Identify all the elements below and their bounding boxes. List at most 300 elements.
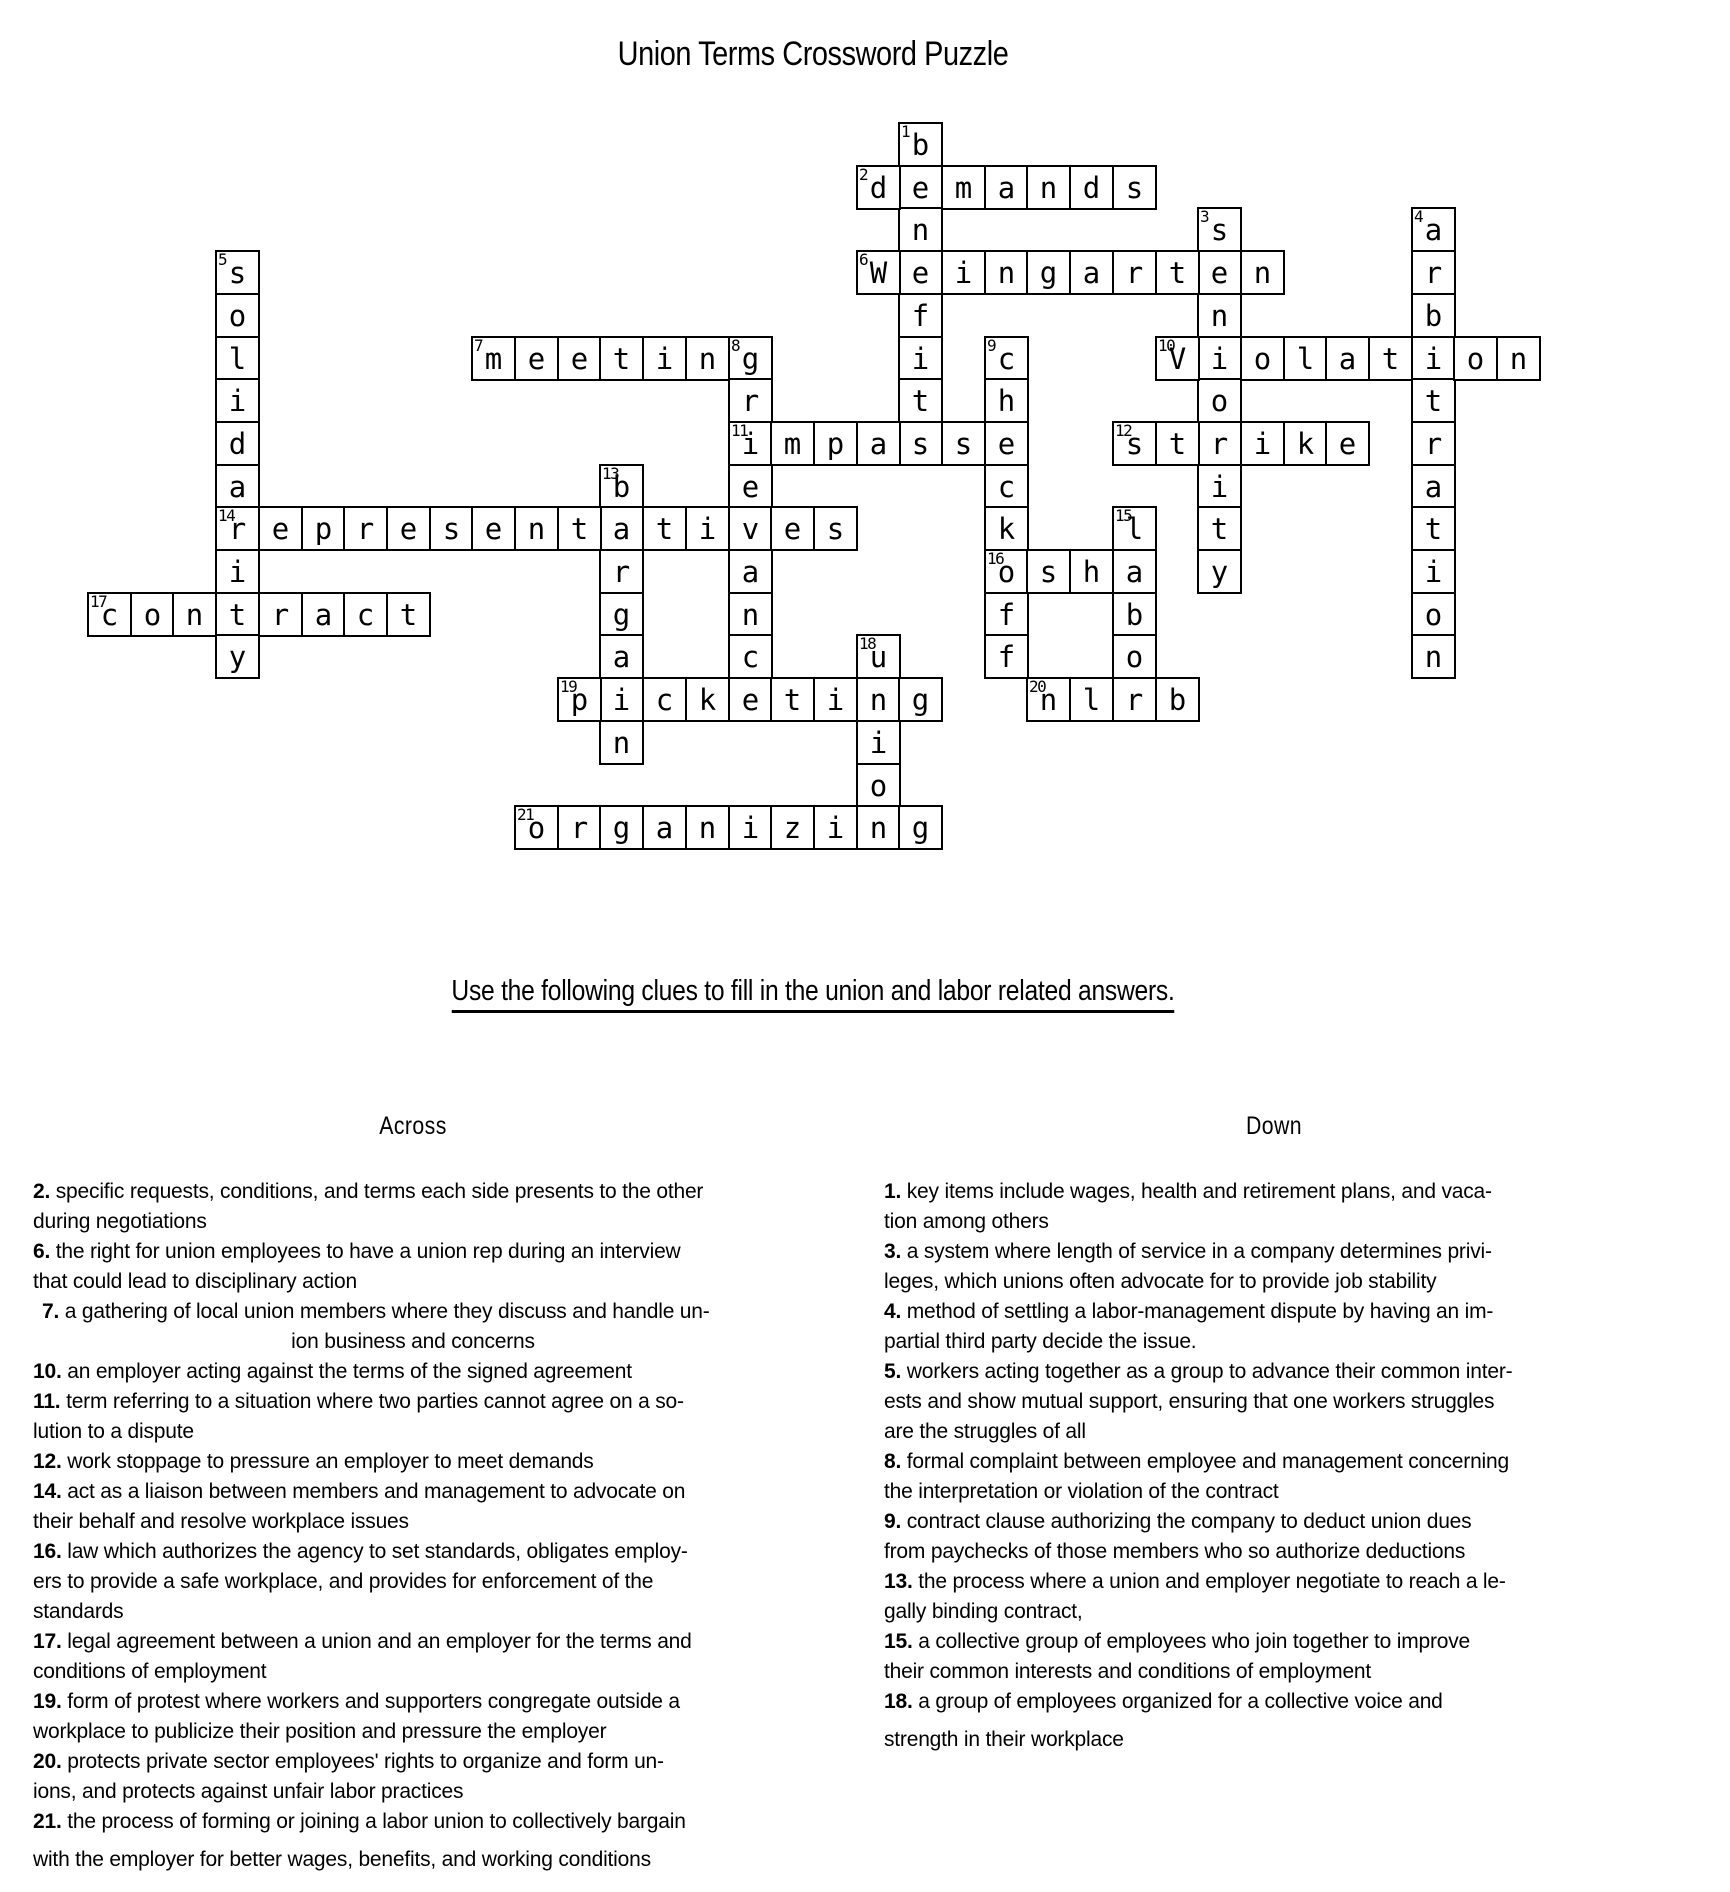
grid-cell[interactable] <box>215 293 260 338</box>
grid-cell[interactable] <box>599 720 644 765</box>
grid-cell[interactable] <box>984 506 1029 551</box>
cell-letter: h <box>1082 555 1101 589</box>
grid-cell[interactable] <box>1197 506 1242 551</box>
grid-cell[interactable] <box>898 293 943 338</box>
cell-letter: e <box>741 470 760 504</box>
grid-cell[interactable] <box>1411 378 1456 423</box>
grid-cell[interactable] <box>813 677 858 722</box>
grid-cell[interactable] <box>1411 421 1456 466</box>
grid-cell[interactable] <box>984 250 1029 295</box>
cell-letter: b <box>911 128 930 162</box>
grid-cell[interactable] <box>1411 549 1456 594</box>
cell-letter: t <box>1168 427 1187 461</box>
cell-letter: i <box>741 811 760 845</box>
clue-number-label: 14 <box>218 506 235 525</box>
grid-cell[interactable] <box>1112 421 1157 466</box>
cell-letter: i <box>1424 555 1443 589</box>
clue-number-label: 8 <box>731 336 740 355</box>
cell-letter: n <box>612 726 631 760</box>
grid-cell[interactable] <box>1112 250 1157 295</box>
cell-letter: i <box>228 384 247 418</box>
grid-cell[interactable] <box>813 421 858 466</box>
grid-cell[interactable] <box>557 506 602 551</box>
cell-letter: t <box>1210 512 1229 546</box>
instructions-heading <box>196 975 1430 1008</box>
cell-letter: o <box>1424 598 1443 632</box>
grid-cell[interactable] <box>343 506 388 551</box>
clue-number: 11. <box>33 1390 61 1413</box>
cell-letter: k <box>698 683 717 717</box>
grid-cell[interactable] <box>1155 421 1200 466</box>
grid-cell[interactable] <box>1283 421 1328 466</box>
grid-cell[interactable] <box>1069 250 1114 295</box>
cell-letter: i <box>826 811 845 845</box>
cell-letter: u <box>869 640 888 674</box>
grid-cell[interactable] <box>599 506 644 551</box>
cell-letter: a <box>1338 342 1357 376</box>
grid-cell[interactable] <box>130 592 175 637</box>
cell-letter: d <box>869 171 888 205</box>
grid-cell[interactable] <box>1197 207 1242 252</box>
grid-cell[interactable] <box>728 506 773 551</box>
grid-cell[interactable] <box>856 250 901 295</box>
cell-letter: b <box>612 470 631 504</box>
cell-letter: r <box>271 598 290 632</box>
cell-letter: n <box>1253 256 1272 290</box>
clue-number: 10. <box>33 1360 62 1383</box>
grid-cell[interactable] <box>1197 549 1242 594</box>
grid-cell[interactable] <box>898 165 943 210</box>
grid-cell[interactable] <box>1069 165 1114 210</box>
down-clues-list <box>884 1177 1664 1755</box>
grid-cell[interactable] <box>1112 677 1157 722</box>
cell-letter: r <box>1424 427 1443 461</box>
grid-cell[interactable] <box>1411 207 1456 252</box>
grid-cell[interactable] <box>599 805 644 850</box>
grid-cell[interactable] <box>599 549 644 594</box>
cell-letter: o <box>869 769 888 803</box>
grid-cell[interactable] <box>215 634 260 679</box>
cell-letter: c <box>655 683 674 717</box>
grid-cell[interactable] <box>728 336 773 381</box>
across-clue-20: 20. protects private sector employees' rights to organize and form un- ions, and protects against unfair labor practices <box>33 1750 664 1803</box>
clue-number-label: 19 <box>560 677 577 696</box>
cell-letter: t <box>1424 384 1443 418</box>
grid-cell[interactable] <box>471 336 516 381</box>
cell-letter: n <box>698 811 717 845</box>
grid-cell[interactable] <box>1197 293 1242 338</box>
clue-number: 17. <box>33 1630 62 1653</box>
grid-cell[interactable] <box>1411 250 1456 295</box>
cell-letter: i <box>655 342 674 376</box>
grid-cell[interactable] <box>1197 421 1242 466</box>
clue-number-label: 10 <box>1158 336 1175 355</box>
grid-cell[interactable] <box>642 805 687 850</box>
cell-letter: o <box>228 299 247 333</box>
grid-cell[interactable] <box>599 336 644 381</box>
clue-number: 15. <box>884 1630 913 1653</box>
cell-letter: r <box>356 512 375 546</box>
across-clue-7: 7. a gathering of local union members where they discuss and handle un- ion business and concerns <box>42 1300 710 1353</box>
clue-number: 3. <box>884 1240 902 1263</box>
grid-cell[interactable] <box>215 549 260 594</box>
cell-letter: r <box>1125 256 1144 290</box>
cell-letter: z <box>783 811 802 845</box>
cell-letter: k <box>1296 427 1315 461</box>
grid-cell[interactable] <box>941 165 986 210</box>
cell-letter: e <box>484 512 503 546</box>
clue-number-label: 5 <box>218 250 227 269</box>
grid-cell[interactable] <box>728 805 773 850</box>
grid-cell[interactable] <box>984 421 1029 466</box>
grid-cell[interactable] <box>215 378 260 423</box>
across-clue-16: 16. law which authorizes the agency to set standards, obligates employ- ers to provide a safe workplace, and provides for enforcement of the standards <box>33 1540 688 1623</box>
cell-letter: s <box>1125 427 1144 461</box>
cell-letter: V <box>1168 342 1187 376</box>
grid-cell[interactable] <box>770 805 815 850</box>
grid-cell[interactable] <box>898 122 943 167</box>
grid-cell[interactable] <box>1155 336 1200 381</box>
cell-letter: e <box>741 683 760 717</box>
down-heading: Down <box>1245 1112 1303 1140</box>
cell-letter: s <box>1125 171 1144 205</box>
cell-letter: c <box>356 598 375 632</box>
grid-cell[interactable] <box>941 421 986 466</box>
grid-cell[interactable] <box>898 805 943 850</box>
clue-number-label: 21 <box>517 805 534 824</box>
grid-cell[interactable] <box>856 165 901 210</box>
grid-cell[interactable] <box>770 677 815 722</box>
clue-number-label: 18 <box>859 634 876 653</box>
grid-cell[interactable] <box>557 805 602 850</box>
grid-cell[interactable] <box>258 592 303 637</box>
cell-letter: p <box>826 427 845 461</box>
clue-number-label: 12 <box>1115 421 1132 440</box>
grid-cell[interactable] <box>1240 421 1285 466</box>
cell-letter: a <box>228 470 247 504</box>
grid-cell[interactable] <box>87 592 132 637</box>
grid-cell[interactable] <box>898 421 943 466</box>
grid-cell[interactable] <box>1112 506 1157 551</box>
clue-number: 4. <box>884 1300 902 1323</box>
cell-letter: n <box>698 342 717 376</box>
grid-cell[interactable] <box>215 421 260 466</box>
grid-cell[interactable] <box>514 805 559 850</box>
grid-cell[interactable] <box>898 677 943 722</box>
cell-letter: n <box>1039 683 1058 717</box>
cell-letter: a <box>1424 213 1443 247</box>
grid-cell[interactable] <box>1197 464 1242 509</box>
grid-cell[interactable] <box>984 592 1029 637</box>
cell-letter: i <box>741 427 760 461</box>
grid-cell[interactable] <box>1197 250 1242 295</box>
grid-cell[interactable] <box>984 464 1029 509</box>
grid-cell[interactable] <box>898 207 943 252</box>
cell-letter: o <box>1210 384 1229 418</box>
cell-letter: l <box>1125 512 1144 546</box>
cell-letter: s <box>911 427 930 461</box>
cell-letter: l <box>228 342 247 376</box>
clue-number-label: 9 <box>987 336 996 355</box>
cell-letter: a <box>1424 470 1443 504</box>
cell-letter: f <box>911 299 930 333</box>
grid-cell[interactable] <box>386 592 431 637</box>
cell-letter: m <box>783 427 802 461</box>
across-clue-2: 2. specific requests, conditions, and terms each side presents to the other during negotiations <box>33 1180 704 1233</box>
cell-letter: e <box>783 512 802 546</box>
grid-cell[interactable] <box>642 677 687 722</box>
grid-cell[interactable] <box>1411 634 1456 679</box>
cell-letter: g <box>612 598 631 632</box>
grid-cell[interactable] <box>557 677 602 722</box>
clue-number: 8. <box>884 1450 902 1473</box>
grid-cell[interactable] <box>1155 677 1200 722</box>
grid-cell[interactable] <box>856 720 901 765</box>
grid-cell[interactable] <box>1197 378 1242 423</box>
grid-cell[interactable] <box>514 506 559 551</box>
cell-letter: o <box>997 555 1016 589</box>
grid-cell[interactable] <box>642 506 687 551</box>
clue-number-label: 6 <box>859 250 868 269</box>
grid-cell[interactable] <box>599 464 644 509</box>
cell-letter: t <box>1381 342 1400 376</box>
cell-letter: a <box>314 598 333 632</box>
grid-cell[interactable] <box>813 506 858 551</box>
cell-letter: o <box>1125 640 1144 674</box>
grid-cell[interactable] <box>984 378 1029 423</box>
grid-cell[interactable] <box>728 378 773 423</box>
cell-letter: r <box>1424 256 1443 290</box>
grid-cell[interactable] <box>1197 336 1242 381</box>
cell-letter: e <box>1210 256 1229 290</box>
grid-cell[interactable] <box>557 336 602 381</box>
page-title: Union Terms Crossword Puzzle <box>617 34 1009 73</box>
grid-cell[interactable] <box>1368 336 1413 381</box>
grid-cell[interactable] <box>941 250 986 295</box>
grid-cell[interactable] <box>642 336 687 381</box>
grid-cell[interactable] <box>685 336 730 381</box>
grid-cell[interactable] <box>1240 250 1285 295</box>
grid-cell[interactable] <box>172 592 217 637</box>
clue-number: 6. <box>33 1240 51 1263</box>
grid-cell[interactable] <box>386 506 431 551</box>
cell-letter: b <box>1125 598 1144 632</box>
grid-cell[interactable] <box>728 464 773 509</box>
cell-letter: e <box>271 512 290 546</box>
cell-letter: o <box>1466 342 1485 376</box>
grid-cell[interactable] <box>215 506 260 551</box>
grid-cell[interactable] <box>770 506 815 551</box>
cell-letter: t <box>570 512 589 546</box>
cell-letter: t <box>1424 512 1443 546</box>
cell-letter: a <box>1125 555 1144 589</box>
grid-cell[interactable] <box>1411 464 1456 509</box>
grid-cell[interactable] <box>1283 336 1328 381</box>
grid-cell[interactable] <box>770 421 815 466</box>
across-clue-12: 12. work stoppage to pressure an employer to meet demands <box>33 1450 594 1473</box>
clue-number: 20. <box>33 1750 62 1773</box>
grid-cell[interactable] <box>1112 592 1157 637</box>
grid-cell[interactable] <box>215 336 260 381</box>
cell-letter: c <box>100 598 119 632</box>
cell-letter: e <box>997 427 1016 461</box>
grid-cell[interactable] <box>471 506 516 551</box>
cell-letter: n <box>997 256 1016 290</box>
cell-letter: d <box>1082 171 1101 205</box>
cell-letter: i <box>1210 470 1229 504</box>
cell-letter: h <box>997 384 1016 418</box>
grid-cell[interactable] <box>514 336 559 381</box>
clue-number: 19. <box>33 1690 62 1713</box>
cell-letter: i <box>698 512 717 546</box>
grid-cell[interactable] <box>685 805 730 850</box>
across-clue-19: 19. form of protest where workers and supporters congregate outside a workplace to publicize their position and pressure the employer <box>33 1690 680 1743</box>
grid-cell[interactable] <box>1112 165 1157 210</box>
cell-letter: s <box>1210 213 1229 247</box>
grid-cell[interactable] <box>728 592 773 637</box>
grid-cell[interactable] <box>1325 336 1370 381</box>
grid-cell[interactable] <box>984 336 1029 381</box>
cell-letter: t <box>911 384 930 418</box>
cell-letter: a <box>612 512 631 546</box>
grid-cell[interactable] <box>1112 549 1157 594</box>
cell-letter: g <box>741 342 760 376</box>
grid-cell[interactable] <box>856 634 901 679</box>
cell-letter: i <box>869 726 888 760</box>
cell-letter: o <box>143 598 162 632</box>
clue-number: 5. <box>884 1360 902 1383</box>
across-clue-14: 14. act as a liaison between members and management to advocate on their behalf and resolve workplace issues <box>33 1480 686 1533</box>
cell-letter: i <box>954 256 973 290</box>
grid-cell[interactable] <box>898 336 943 381</box>
cell-letter: b <box>1168 683 1187 717</box>
cell-letter: v <box>741 512 760 546</box>
cell-letter: f <box>997 598 1016 632</box>
grid-cell[interactable] <box>1496 336 1541 381</box>
grid-cell[interactable] <box>258 506 303 551</box>
grid-cell[interactable] <box>1240 336 1285 381</box>
cell-letter: y <box>1210 555 1229 589</box>
grid-cell[interactable] <box>215 592 260 637</box>
grid-cell[interactable] <box>599 677 644 722</box>
grid-cell[interactable] <box>301 592 346 637</box>
grid-cell[interactable] <box>728 634 773 679</box>
grid-cell[interactable] <box>1411 592 1456 637</box>
grid-cell[interactable] <box>685 677 730 722</box>
cell-letter: a <box>655 811 674 845</box>
cell-letter: i <box>228 555 247 589</box>
cell-letter: n <box>911 213 930 247</box>
clue-number-label: 13 <box>602 464 619 483</box>
clue-number-label: 7 <box>474 336 483 355</box>
clue-number: 9. <box>884 1510 902 1533</box>
clue-number: 2. <box>33 1180 51 1203</box>
grid-cell[interactable] <box>856 677 901 722</box>
grid-cell[interactable] <box>685 506 730 551</box>
clue-number: 16. <box>33 1540 62 1563</box>
grid-cell[interactable] <box>429 506 474 551</box>
grid-cell[interactable] <box>343 592 388 637</box>
grid-cell[interactable] <box>1411 506 1456 551</box>
grid-cell[interactable] <box>599 592 644 637</box>
cell-letter: n <box>185 598 204 632</box>
grid-cell[interactable] <box>301 506 346 551</box>
cell-letter: s <box>228 256 247 290</box>
grid-cell[interactable] <box>728 549 773 594</box>
clue-number: 21. <box>33 1810 62 1833</box>
cell-letter: a <box>869 427 888 461</box>
across-heading: Across <box>379 1112 447 1140</box>
grid-cell[interactable] <box>984 549 1029 594</box>
grid-cell[interactable] <box>1026 677 1071 722</box>
cell-letter: t <box>228 598 247 632</box>
cell-letter: i <box>1210 342 1229 376</box>
grid-cell[interactable] <box>1411 293 1456 338</box>
cell-letter: e <box>570 342 589 376</box>
grid-cell[interactable] <box>1069 677 1114 722</box>
grid-cell[interactable] <box>856 805 901 850</box>
cell-letter: r <box>228 512 247 546</box>
grid-cell[interactable] <box>728 421 773 466</box>
grid-cell[interactable] <box>215 250 260 295</box>
cell-letter: a <box>741 555 760 589</box>
grid-cell[interactable] <box>984 165 1029 210</box>
cell-letter: e <box>527 342 546 376</box>
cell-letter: i <box>826 683 845 717</box>
grid-cell[interactable] <box>1026 250 1071 295</box>
grid-cell[interactable] <box>898 250 943 295</box>
grid-cell[interactable] <box>1026 549 1071 594</box>
down-clues-section <box>884 1112 1664 1755</box>
grid-cell[interactable] <box>984 634 1029 679</box>
grid-cell[interactable] <box>1112 634 1157 679</box>
grid-cell[interactable] <box>1155 250 1200 295</box>
grid-cell[interactable] <box>1026 165 1071 210</box>
cell-letter: t <box>1168 256 1187 290</box>
grid-cell[interactable] <box>599 634 644 679</box>
instructions-text: Use the following clues to fill in the union and labor related answers. <box>451 975 1174 1013</box>
cell-letter: l <box>1082 683 1101 717</box>
grid-cell[interactable] <box>1069 549 1114 594</box>
down-clue-4: 4. method of settling a labor-management dispute by having an im- partial third party decide the issue. <box>884 1300 1494 1353</box>
across-clues-list <box>33 1177 793 1875</box>
grid-cell[interactable] <box>898 378 943 423</box>
clue-number-label: 16 <box>987 549 1004 568</box>
cell-letter: r <box>1125 683 1144 717</box>
clue-number: 1. <box>884 1180 902 1203</box>
grid-cell[interactable] <box>215 464 260 509</box>
across-clue-17: 17. legal agreement between a union and an employer for the terms and conditions of employment <box>33 1630 692 1683</box>
down-clue-18: 18. a group of employees organized for a collective voice and strength in their workplace <box>884 1690 1443 1751</box>
grid-cell[interactable] <box>1325 421 1370 466</box>
clue-number-label: 15 <box>1115 506 1132 525</box>
cell-letter: p <box>314 512 333 546</box>
grid-cell[interactable] <box>856 421 901 466</box>
cell-letter: s <box>1039 555 1058 589</box>
grid-cell[interactable] <box>728 677 773 722</box>
clue-number: 18. <box>884 1690 913 1713</box>
grid-cell[interactable] <box>856 763 901 808</box>
grid-cell[interactable] <box>813 805 858 850</box>
clue-number: 7. <box>42 1300 60 1323</box>
cell-letter: e <box>911 256 930 290</box>
clue-number-label: 17 <box>90 592 107 611</box>
grid-cell[interactable] <box>1411 336 1456 381</box>
grid-cell[interactable] <box>1453 336 1498 381</box>
cell-letter: t <box>612 342 631 376</box>
cell-letter: e <box>399 512 418 546</box>
down-clue-9: 9. contract clause authorizing the company to deduct union dues from paychecks of those members who so authorize deductions <box>884 1510 1472 1563</box>
